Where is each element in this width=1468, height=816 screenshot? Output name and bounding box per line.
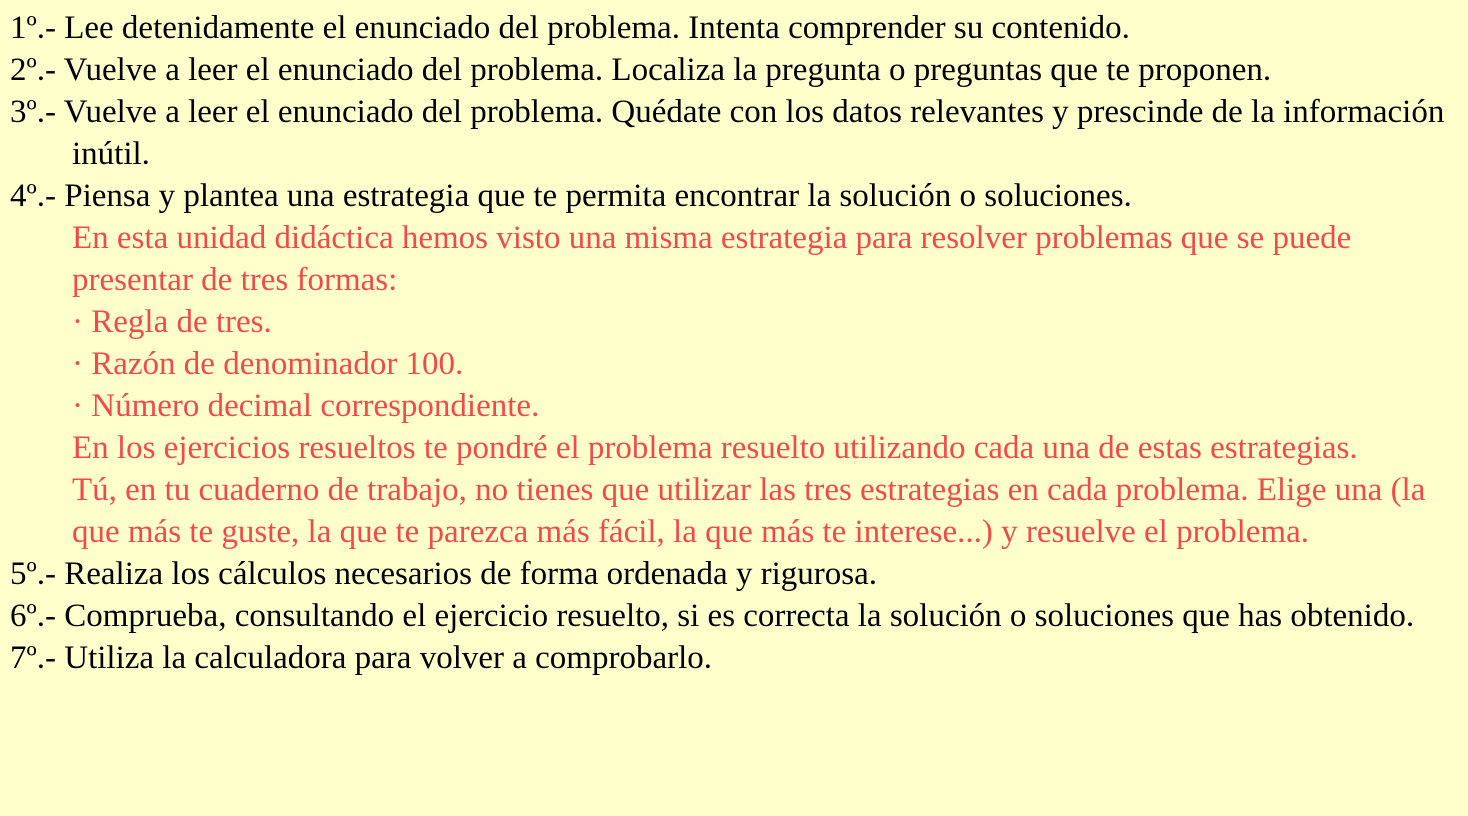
step-6-text: Comprueba, consultando el ejercicio resuelto, si es correcta la solución o soluciones que has obtenido.	[64, 598, 1415, 634]
step-1-number: 1º.-	[10, 10, 56, 46]
step-5	[10, 553, 1460, 595]
strategy-note	[10, 217, 1460, 553]
strategy-bullet-decimal-number: · Número decimal correspondiente.	[72, 388, 540, 424]
step-6-number: 6º.-	[10, 598, 56, 634]
step-7	[10, 637, 1460, 679]
step-1-text: Lee detenidamente el enunciado del problema. Intenta comprender su contenido.	[64, 10, 1130, 46]
step-3-text: Vuelve a leer el enunciado del problema. Quédate con los datos relevantes y prescinde de la información inútil.	[63, 94, 1445, 172]
strategy-bullet-rule-of-three: · Regla de tres.	[72, 304, 272, 340]
step-6	[10, 595, 1460, 637]
strategy-bullet-ratio-denominator-100: · Razón de denominador 100.	[72, 346, 464, 382]
step-4-text: Piensa y plantea una estrategia que te permita encontrar la solución o soluciones.	[64, 178, 1132, 214]
step-3-number: 3º.-	[10, 94, 56, 130]
step-2-text: Vuelve a leer el enunciado del problema. Localiza la pregunta o preguntas que te proponen.	[63, 52, 1272, 88]
strategy-intro: En esta unidad didáctica hemos visto una misma estrategia para resolver problemas que se puede presentar de tres formas:	[72, 220, 1352, 298]
step-4	[10, 175, 1460, 217]
step-7-text: Utiliza la calculadora para volver a comprobarlo.	[64, 640, 713, 676]
strategy-solved-exercises-note: En los ejercicios resueltos te pondré el problema resuelto utilizando cada una de estas estrategias.	[72, 430, 1358, 466]
strategy-choose-one-note: Tú, en tu cuaderno de trabajo, no tienes que utilizar las tres estrategias en cada problema. Elige una (la que más te guste, la que te parezca más fácil, la que más te interese...) y resuelve el problema.	[72, 472, 1426, 550]
step-3	[10, 91, 1460, 175]
step-4-number: 4º.-	[10, 178, 56, 214]
step-5-number: 5º.-	[10, 556, 56, 592]
step-7-number: 7º.-	[10, 640, 56, 676]
step-5-text: Realiza los cálculos necesarios de forma ordenada y rigurosa.	[64, 556, 877, 592]
step-2-number: 2º.-	[10, 52, 56, 88]
step-2	[10, 49, 1460, 91]
step-1	[10, 7, 1460, 49]
